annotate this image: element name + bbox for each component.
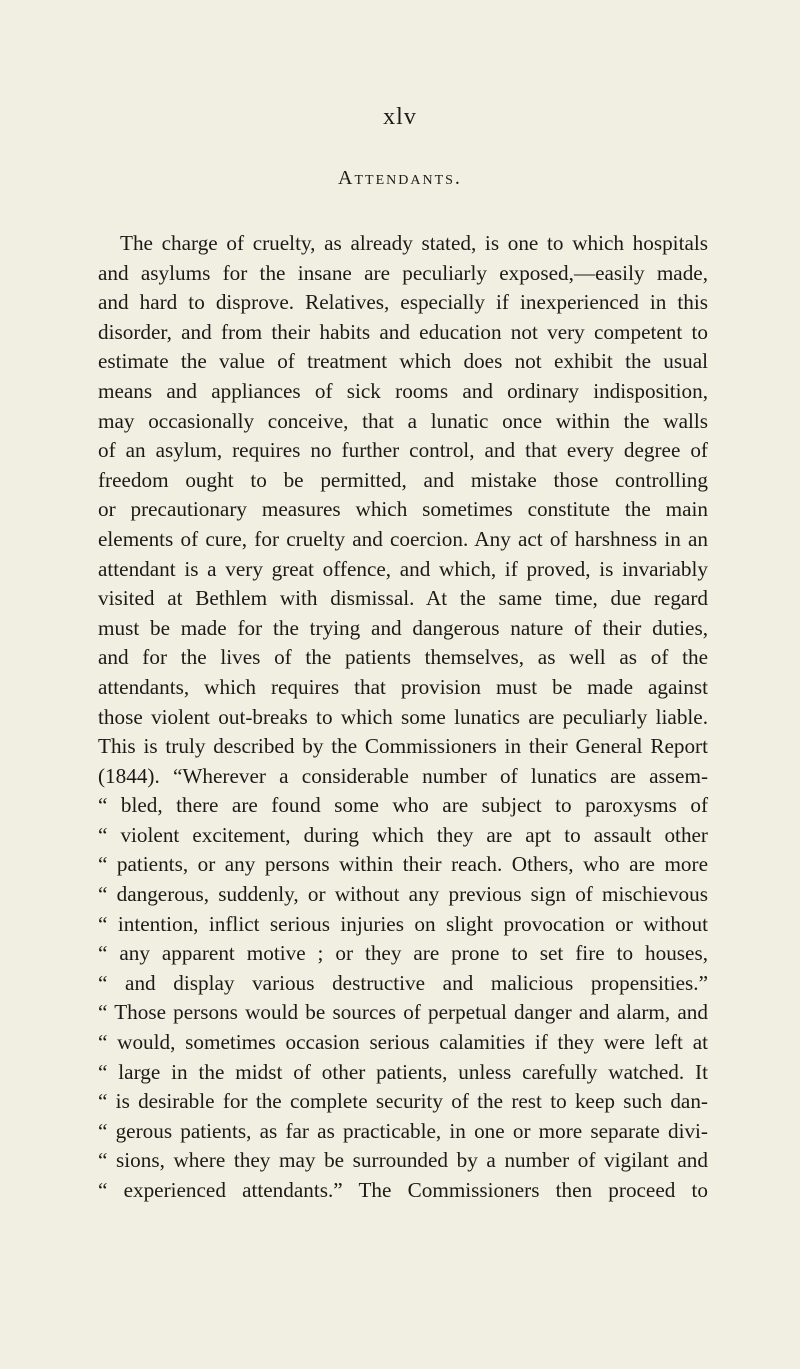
text-line: and hard to disprove. Relatives, especially if inexperienced in this: [98, 290, 708, 315]
text-line: of an asylum, requires no further control, and that every degree of: [98, 438, 708, 463]
body-text: [98, 229, 708, 1206]
text-line: The charge of cruelty, as already stated, is one to which hospitals: [120, 231, 708, 255]
text-line: “ large in the midst of other patients, unless carefully watched. It: [98, 1059, 708, 1084]
text-line: and for the lives of the patients themselves, as well as of the: [98, 645, 708, 670]
text-line: must be made for the trying and dangerous nature of their duties,: [98, 615, 708, 640]
text-line: means and appliances of sick rooms and ordinary indisposition,: [98, 378, 708, 403]
text-line: and asylums for the insane are peculiarly exposed,—easily made,: [98, 260, 708, 285]
text-line: estimate the value of treatment which does not exhibit the usual: [98, 349, 708, 374]
text-line: “ any apparent motive ; or they are prone to set fire to houses,: [98, 941, 708, 966]
text-line: (1844). “Wherever a considerable number of lunatics are assem-: [98, 763, 708, 788]
text-line: “ bled, there are found some who are subject to paroxysms of: [98, 793, 708, 818]
text-line: attendant is a very great offence, and which, if proved, is invariably: [98, 556, 708, 581]
text-line: elements of cure, for cruelty and coercion. Any act of harshness in an: [98, 526, 708, 551]
text-line: “ patients, or any persons within their reach. Others, who are more: [98, 852, 708, 877]
text-line: may occasionally conceive, that a lunatic once within the walls: [98, 408, 708, 433]
section-heading: Attendants.: [338, 167, 462, 189]
text-line: “ is desirable for the complete security of the rest to keep such dan-: [98, 1089, 708, 1114]
text-line: “ and display various destructive and malicious propensities.”: [98, 970, 708, 995]
text-line: freedom ought to be permitted, and mistake those controlling: [98, 467, 708, 492]
text-line: “ would, sometimes occasion serious calamities if they were left at: [98, 1030, 708, 1055]
page-number: xlv: [383, 104, 417, 130]
text-line: disorder, and from their habits and education not very competent to: [98, 319, 708, 344]
text-line: “ sions, where they may be surrounded by a number of vigilant and: [98, 1148, 708, 1173]
text-line: “ experienced attendants.” The Commissioners then proceed to: [98, 1178, 708, 1202]
text-line: visited at Bethlem with dismissal. At the same time, due regard: [98, 586, 708, 611]
text-line: or precautionary measures which sometimes constitute the main: [98, 497, 708, 522]
text-line: those violent out-breaks to which some lunatics are peculiarly liable.: [98, 704, 708, 729]
text-line: “ intention, inflict serious injuries on slight provocation or without: [98, 911, 708, 936]
text-line: “ violent excitement, during which they are apt to assault other: [98, 822, 708, 847]
text-line: “ dangerous, suddenly, or without any previous sign of mischievous: [98, 882, 708, 907]
text-line: “ gerous patients, as far as practicable, in one or more separate divi-: [98, 1118, 708, 1143]
text-line: attendants, which requires that provision must be made against: [98, 674, 708, 699]
text-line: This is truly described by the Commissioners in their General Report: [98, 734, 708, 759]
text-line: “ Those persons would be sources of perpetual danger and alarm, and: [98, 1000, 708, 1025]
